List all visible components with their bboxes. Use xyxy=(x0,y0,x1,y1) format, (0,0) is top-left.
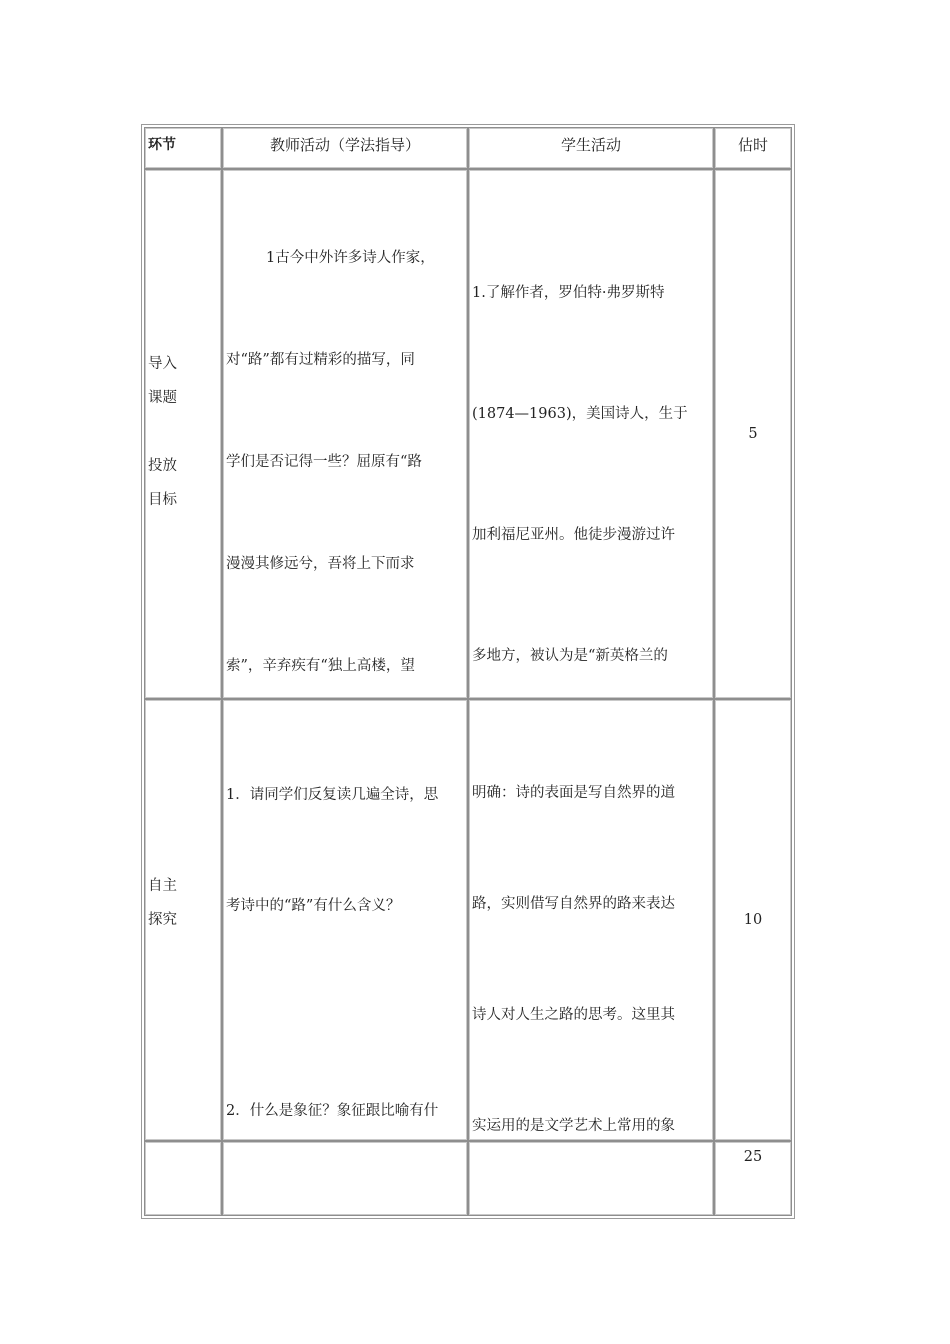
stage-line: 目标 xyxy=(148,492,177,508)
text-line: 1.了解作者，罗伯特·弗罗斯特 xyxy=(472,285,665,301)
text-line: 实运用的是文学艺术上常用的象 xyxy=(472,1118,675,1134)
text-line: (1874—1963)，美国诗人，生于 xyxy=(472,406,688,422)
header-student-activity: 学生活动 xyxy=(468,127,714,169)
text-line xyxy=(226,1211,464,1216)
text-line: 加利福尼亚州。他徒步漫游过许 xyxy=(472,527,675,543)
text-line: 2．什么是象征？象征跟比喻有什 xyxy=(226,1103,439,1119)
row1-student-activity xyxy=(468,169,714,699)
row2-student-activity xyxy=(468,699,714,1141)
stage-line xyxy=(148,415,218,449)
header-stage: 环节 xyxy=(144,127,222,169)
stage-line: 探究 xyxy=(148,912,177,928)
text-line: 漫漫其修远兮，吾将上下而求 xyxy=(226,556,415,572)
stage-line: 自主 xyxy=(148,878,177,894)
header-time-estimate: 估时 xyxy=(714,127,792,169)
row3-stage xyxy=(144,1141,222,1216)
text-line: 诗人对人生之路的思考。这里其 xyxy=(472,1007,675,1023)
text-line xyxy=(226,999,464,1019)
row1-stage xyxy=(144,169,222,699)
stage-line: 课题 xyxy=(148,390,177,406)
text-line: 考诗中的“路”有什么含义？ xyxy=(226,898,401,914)
text-line: 1古今中外许多诗人作家， xyxy=(266,250,435,266)
text-line: 1．请同学们反复读几遍全诗，思 xyxy=(226,787,439,803)
row2-time: 10 xyxy=(714,699,792,1141)
stage-line: 导入 xyxy=(148,356,177,372)
text-line: 对“路”都有过精彩的描写，同 xyxy=(226,352,415,368)
row3-time: 25 xyxy=(714,1141,792,1216)
text-line: 索”，辛弃疾有“独上高楼，望 xyxy=(226,658,415,674)
row2-teacher-activity xyxy=(222,699,468,1141)
text-line: 多地方，被认为是“新英格兰的 xyxy=(472,648,668,664)
row3-teacher-activity xyxy=(222,1141,468,1216)
row1-teacher-activity xyxy=(222,169,468,699)
header-teacher-activity: 教师活动（学法指导） xyxy=(222,127,468,169)
row2-stage xyxy=(144,699,222,1141)
text-line: 明确：诗的表面是写自然界的道 xyxy=(472,785,675,801)
text-line: 学们是否记得一些？屈原有“路 xyxy=(226,454,422,470)
text-line: 路，实则借写自然界的路来表达 xyxy=(472,896,675,912)
stage-line: 投放 xyxy=(148,458,177,474)
row1-time: 5 xyxy=(714,169,792,699)
row3-student-activity xyxy=(468,1141,714,1216)
lesson-plan-table xyxy=(141,124,795,1219)
